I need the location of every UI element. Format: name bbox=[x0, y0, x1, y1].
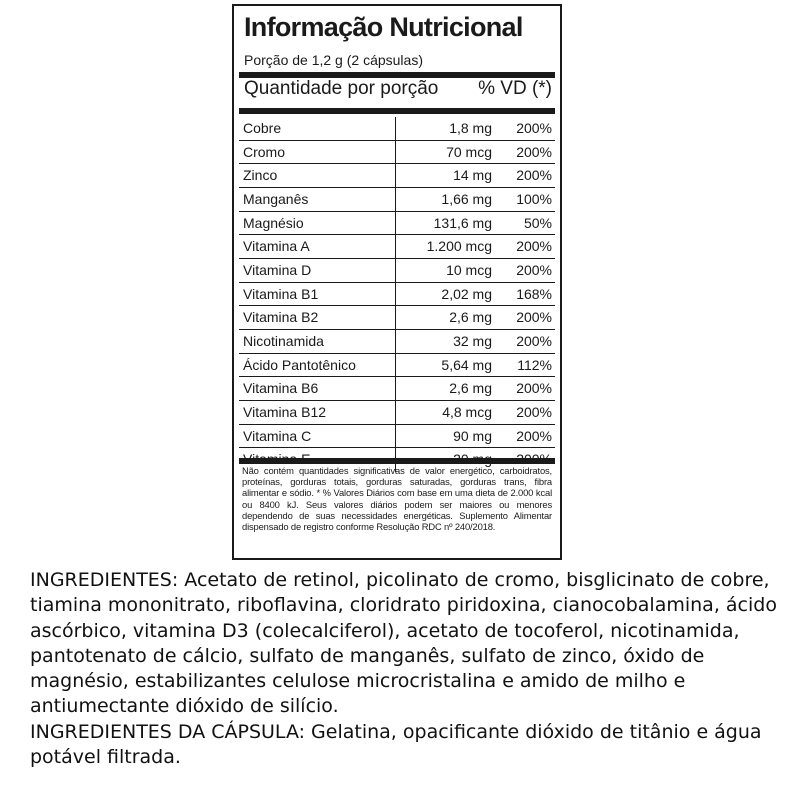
table-row bbox=[239, 212, 555, 236]
ingredients-text: INGREDIENTES: Acetato de retinol, picolinato de cromo, bisglicinato de cobre, tiamina mononitrato, riboflavina, cloridrato piridoxina, cianocobalamina, ácido ascórbico, vitamina D3 (colecalciferol), acetato de tocoferol, nicotinamida, pantotenato de cálcio, sulfato de manganês, sulfato de zinco, óxido de magnésio, estabilizantes celulose microcristalina e amido de milho e antiumectante dióxido de silício. bbox=[30, 569, 777, 718]
nutrient-name: Vitamina B1 bbox=[243, 285, 319, 302]
nutrient-daily-value: 200% bbox=[516, 143, 552, 160]
footer-thick-rule bbox=[239, 458, 555, 464]
column-divider bbox=[395, 164, 396, 188]
column-divider bbox=[395, 377, 396, 401]
nutrient-name: Cromo bbox=[243, 143, 286, 160]
column-divider bbox=[395, 401, 396, 425]
nutrient-daily-value: 50% bbox=[523, 214, 552, 231]
nutrient-daily-value: 100% bbox=[516, 190, 552, 207]
nutrient-amount: 2,6 mg bbox=[449, 380, 492, 397]
column-divider bbox=[395, 117, 396, 141]
nutrient-daily-value: 200% bbox=[516, 261, 552, 278]
nutrient-name: Ácido Pantotênico bbox=[243, 356, 356, 373]
table-row bbox=[239, 306, 555, 330]
nutrient-amount: 2,02 mg bbox=[441, 285, 492, 302]
column-divider bbox=[395, 188, 396, 212]
column-divider bbox=[395, 235, 396, 259]
nutrient-amount: 2,6 mg bbox=[449, 309, 492, 326]
nutrient-daily-value: 200% bbox=[516, 238, 552, 255]
nutrient-name: Vitamina E bbox=[243, 451, 311, 468]
nutrient-name: Vitamina B2 bbox=[243, 309, 319, 326]
nutrient-daily-value: 200% bbox=[516, 309, 552, 326]
nutrient-amount: 90 mg bbox=[453, 427, 492, 444]
header-thick-rule bbox=[239, 108, 555, 114]
nutrient-name: Nicotinamida bbox=[243, 332, 324, 349]
nutrient-daily-value: 200% bbox=[516, 332, 552, 349]
column-divider bbox=[395, 330, 396, 354]
nutrient-daily-value: 200% bbox=[516, 167, 552, 184]
nutrient-daily-value: 112% bbox=[517, 356, 552, 373]
column-divider bbox=[395, 212, 396, 236]
column-divider bbox=[395, 354, 396, 378]
nutrient-daily-value: 200% bbox=[516, 451, 552, 468]
nutrient-amount: 5,64 mg bbox=[441, 356, 492, 373]
table-row bbox=[239, 354, 555, 378]
nutrition-facts-panel bbox=[232, 4, 562, 560]
column-divider bbox=[395, 259, 396, 283]
nutrient-daily-value: 200% bbox=[516, 380, 552, 397]
nutrient-daily-value: 200% bbox=[516, 403, 552, 420]
amount-per-serving-header: Quantidade por porção bbox=[244, 78, 439, 99]
daily-value-header: % VD (*) bbox=[478, 78, 552, 99]
nutrient-name: Vitamina D bbox=[243, 261, 312, 278]
nutrient-daily-value: 168% bbox=[516, 285, 552, 302]
capsule-ingredients-text: INGREDIENTES DA CÁPSULA: Gelatina, opacificante dióxido de titânio e água potável filtrada. bbox=[30, 720, 762, 769]
table-row bbox=[239, 188, 555, 212]
nutrient-daily-value: 200% bbox=[516, 427, 552, 444]
nutrient-table bbox=[239, 117, 555, 471]
nutrient-amount: 10 mcg bbox=[446, 261, 492, 278]
table-row bbox=[239, 235, 555, 259]
nutrient-amount: 1.200 mcg bbox=[426, 238, 492, 255]
column-divider bbox=[395, 425, 396, 449]
portion-size: Porção de 1,2 g (2 cápsulas) bbox=[244, 52, 423, 68]
ingredients-section bbox=[30, 568, 792, 770]
nutrient-name: Manganês bbox=[243, 190, 309, 207]
nutrient-amount: 4,8 mcg bbox=[442, 403, 492, 420]
panel-title: Informação Nutricional bbox=[244, 12, 523, 42]
table-row bbox=[239, 259, 555, 283]
nutrient-amount: 14 mg bbox=[453, 167, 492, 184]
footnote: Não contém quantidades significativas de valor energético, carboidratos, proteínas, gorduras totais, gorduras saturadas, gorduras trans, fibra alimentar e sódio. * % Valores Diários com base em uma dieta de 2.000 kcal ou 8400 kJ. Seus valores diários podem ser maiores ou menores dependendo de suas necessidades energéticas. Suplemento Alimentar dispensado de registro conforme Resolução RDC nº 240/2018. bbox=[242, 465, 552, 533]
table-row bbox=[239, 330, 555, 354]
nutrient-name: Vitamina B6 bbox=[243, 380, 319, 397]
table-row bbox=[239, 401, 555, 425]
column-divider bbox=[395, 283, 396, 307]
table-row bbox=[239, 283, 555, 307]
table-row bbox=[239, 141, 555, 165]
nutrient-daily-value: 200% bbox=[516, 120, 552, 136]
column-divider bbox=[395, 141, 396, 165]
nutrient-amount: 32 mg bbox=[453, 332, 492, 349]
nutrient-name: Zinco bbox=[243, 167, 278, 184]
nutrient-name: Vitamina A bbox=[243, 238, 310, 255]
nutrient-name: Magnésio bbox=[243, 214, 304, 231]
table-row bbox=[239, 377, 555, 401]
nutrient-amount: 20 mg bbox=[453, 451, 492, 468]
table-row bbox=[239, 425, 555, 449]
nutrient-amount: 1,8 mg bbox=[449, 120, 492, 136]
column-divider bbox=[395, 306, 396, 330]
nutrient-amount: 70 mcg bbox=[446, 143, 492, 160]
nutrient-name: Vitamina C bbox=[243, 427, 312, 444]
table-row bbox=[239, 117, 555, 141]
nutrient-name: Cobre bbox=[243, 120, 282, 136]
table-row bbox=[239, 164, 555, 188]
nutrient-amount: 131,6 mg bbox=[433, 214, 492, 231]
nutrient-amount: 1,66 mg bbox=[441, 190, 492, 207]
nutrient-name: Vitamina B12 bbox=[243, 403, 327, 420]
